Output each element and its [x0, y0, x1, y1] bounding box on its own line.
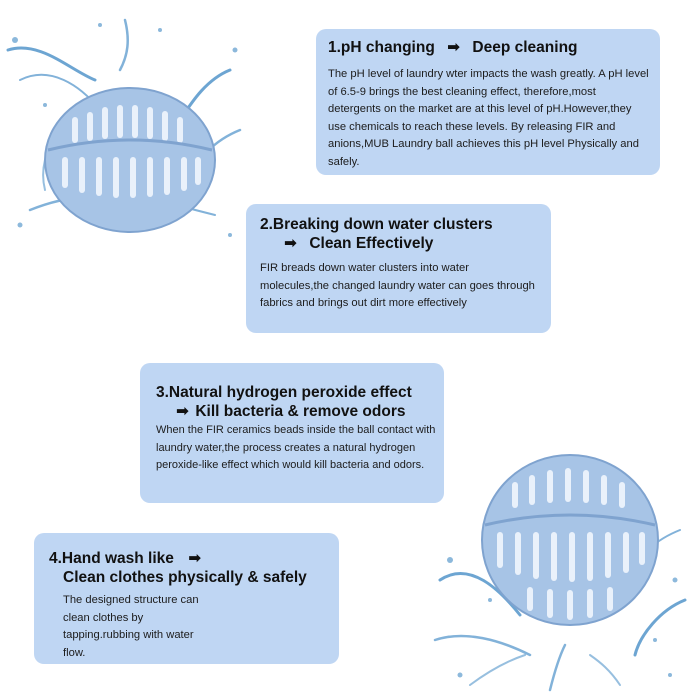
- heading-benefit: Deep cleaning: [472, 39, 578, 56]
- panel-body-text: When the FIR ceramics beads inside the ball contact with laundry water,the process creates a natural hydrogen peroxide-like effect which would kill bacteria and odors.: [156, 424, 436, 471]
- heading-benefit: Kill bacteria & remove odors: [195, 403, 406, 420]
- panel-heading: [260, 215, 539, 253]
- info-panel-hydrogen-peroxide: [140, 363, 444, 503]
- right-arrow-icon: ➡: [447, 39, 461, 56]
- right-arrow-icon: ➡: [176, 403, 189, 420]
- heading-title: 4.Hand wash like: [49, 550, 174, 567]
- panel-body-text: The designed structure can clean clothes by tapping.rubbing with water flow.: [63, 594, 199, 659]
- info-panel-ph-changing: [316, 29, 660, 175]
- info-panel-hand-wash: [34, 533, 339, 664]
- heading-benefit: Clean Effectively: [309, 235, 434, 252]
- heading-title: 1.pH changing: [328, 39, 435, 56]
- panel-body-text: The pH level of laundry wter impacts the wash greatly. A pH level of 6.5-9 brings the best cleaning effect, therefore,most detergents on the market are at this level of pH.However,they use chemicals to reach these levels. By releasing FIR and anions,MUB Laundry ball achieves this pH level Physically and safely.: [328, 68, 649, 168]
- panel-body-text: FIR breads down water clusters into water molecules,the changed laundry water can goes through fabrics and brings out dirt more effectively: [260, 262, 535, 309]
- heading-title: 3.Natural hydrogen peroxide effect: [156, 384, 412, 401]
- right-arrow-icon: ➡: [284, 235, 297, 252]
- panel-heading: [328, 38, 648, 57]
- laundry-ball-splash-image-top: [0, 10, 250, 260]
- info-panel-water-clusters: [246, 204, 551, 333]
- laundry-ball-splash-image-bottom: [430, 440, 695, 695]
- panel-heading: [156, 383, 434, 421]
- heading-title: 2.Breaking down water clusters: [260, 216, 493, 233]
- panel-heading: [49, 549, 329, 587]
- heading-benefit: Clean clothes physically & safely: [63, 569, 307, 586]
- right-arrow-icon: ➡: [188, 550, 202, 567]
